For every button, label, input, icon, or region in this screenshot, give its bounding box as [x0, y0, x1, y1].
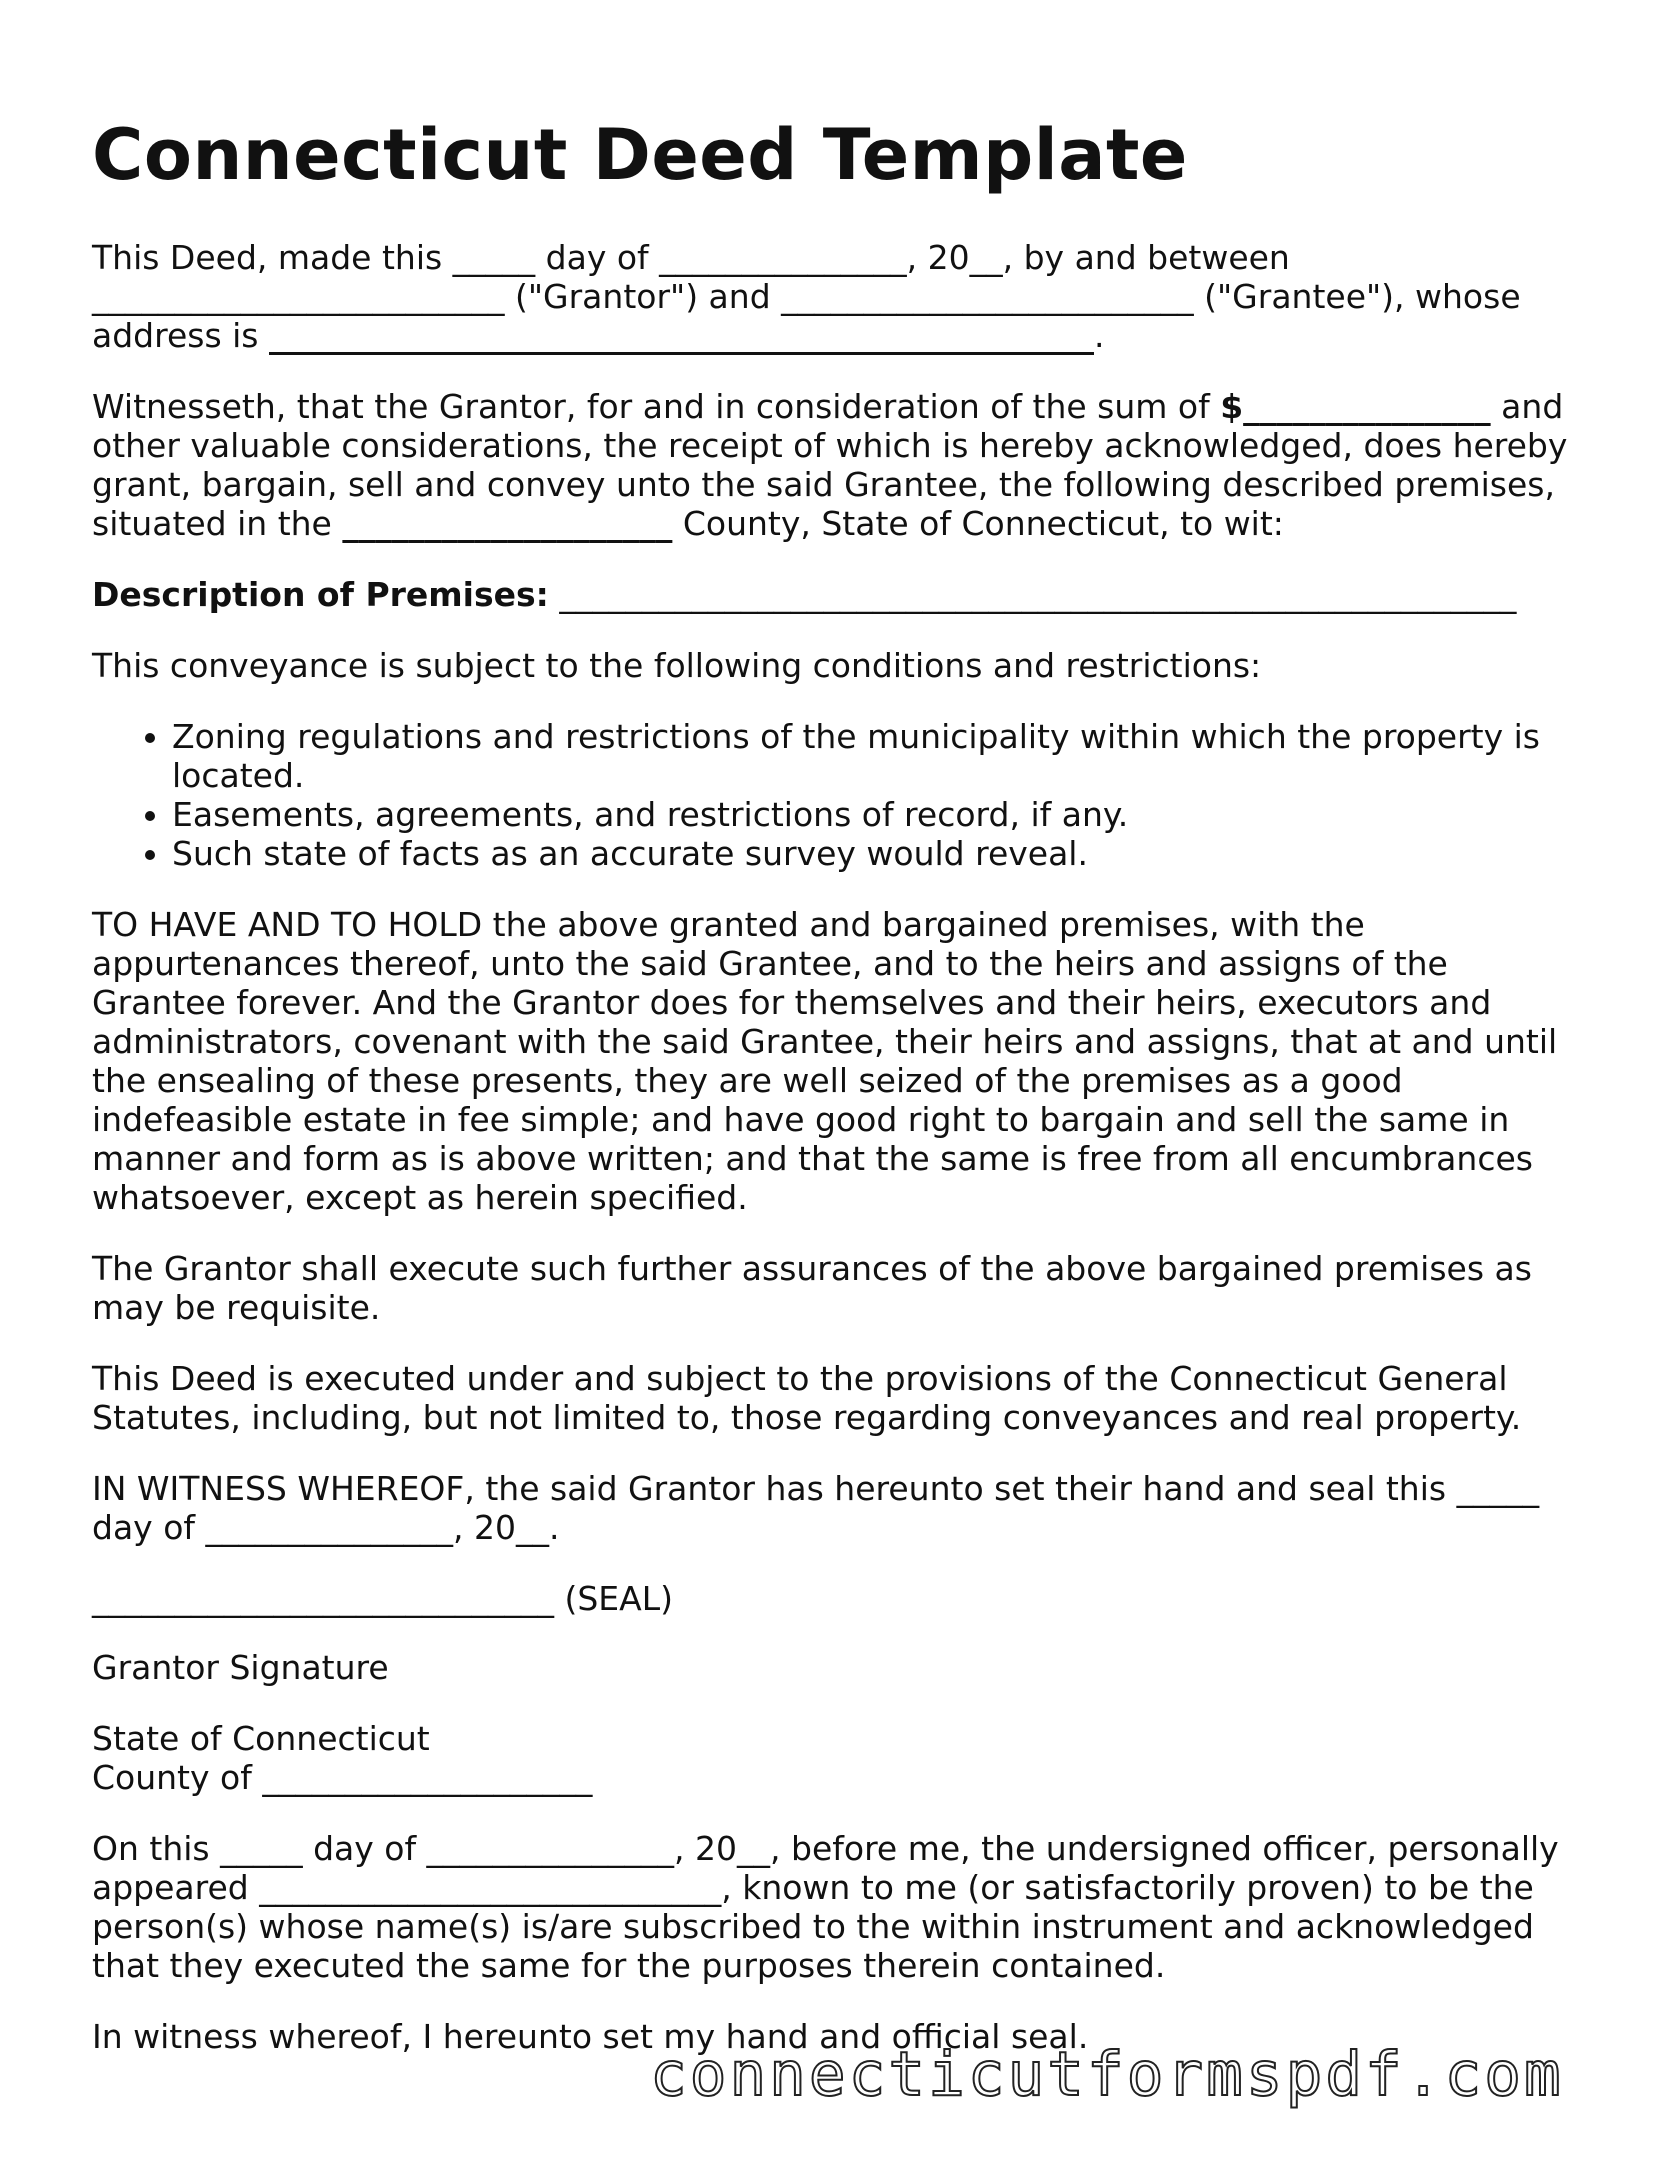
county-blank: ____________________ — [342, 504, 673, 543]
official-seal-paragraph: In witness whereof, I hereunto set my hand and official seal. — [92, 2017, 1089, 2056]
witnesseth-paragraph — [92, 387, 1592, 543]
conditions-list — [92, 717, 1592, 873]
grantor-signature-label: Grantor Signature — [92, 1648, 389, 1687]
notary-venue — [92, 1719, 1592, 1797]
description-label: Description of Premises: — [92, 575, 549, 614]
address-blank: __________________________________________________ — [269, 316, 1094, 355]
witnesseth-text-c: County, State of Connecticut, to wit: — [672, 504, 1284, 543]
list-item: • Easements, agreements, and restrictions of record, if any. — [172, 795, 1592, 834]
witnesseth-text-a: Witnesseth, that the Grantor, for and in consideration of the sum of — [92, 387, 1221, 426]
conditions-intro: This conveyance is subject to the following conditions and restrictions: — [92, 646, 1262, 685]
acknowledgment-paragraph: On this _____ day of _______________, 20__, before me, the undersigned officer, personally appeared ____________________________, known to me (or satisfactorily proven) to be the person(s) whose name(s) is/are subscribed to the within instrument and acknowledged that they executed the same for the purposes therein contained. — [92, 1829, 1559, 1985]
intro-text: This Deed, made this _____ day of _______________, 20__, by and between _________________________ ("Grantor") and _________________________ ("Grantee"), whose address is — [92, 238, 1521, 355]
consideration-amount-blank: $_______________ — [1220, 387, 1491, 426]
list-item: • Zoning regulations and restrictions of the municipality within which the property is located. — [172, 717, 1592, 795]
assurances-paragraph: The Grantor shall execute such further assurances of the above bargained premises as may be requisite. — [92, 1249, 1532, 1327]
to-have-paragraph: TO HAVE AND TO HOLD the above granted and bargained premises, with the appurtenances thereof, unto the said Grantee, and to the heirs and assigns of the Grantee forever. And the Grantor does for themselves and their heirs, executors and administrators, covenant with the said Grantee, their heirs and assigns, that at and until the ensealing of these presents, they are well seized of the premises as a good indefeasible estate in fee simple; and have good right to bargain and sell the same in manner and form as is above written; and that the same is free from all encumbrances whatsoever, except as herein specified. — [92, 905, 1558, 1217]
description-paragraph — [92, 575, 1592, 614]
county-line: County of ____________________ — [92, 1758, 593, 1797]
in-witness-paragraph: IN WITNESS WHEREOF, the said Grantor has hereunto set their hand and seal this _____ day of _______________, 20__. — [92, 1469, 1540, 1547]
witnesseth-text-b: and other valuable considerations, the receipt of which is hereby acknowledged, does hereby grant, bargain, sell and convey unto the said Grantee, the following described premises, situated in the — [92, 387, 1568, 543]
watermark: connecticutformspdf.com — [650, 2039, 1564, 2110]
intro-paragraph — [92, 238, 1592, 355]
document-title: Connecticut Deed Template — [92, 114, 1188, 196]
list-item: • Such state of facts as an accurate survey would reveal. — [172, 834, 1592, 873]
seal-line: ____________________________ (SEAL) — [92, 1579, 673, 1618]
statutes-paragraph: This Deed is executed under and subject to the provisions of the Connecticut General Statutes, including, but not limited to, those regarding conveyances and real property. — [92, 1359, 1522, 1437]
description-blank: __________________________________________________________ — [548, 575, 1517, 614]
deed-document — [92, 112, 1592, 2088]
state-line: State of Connecticut — [92, 1719, 430, 1758]
intro-end: . — [1094, 316, 1105, 355]
